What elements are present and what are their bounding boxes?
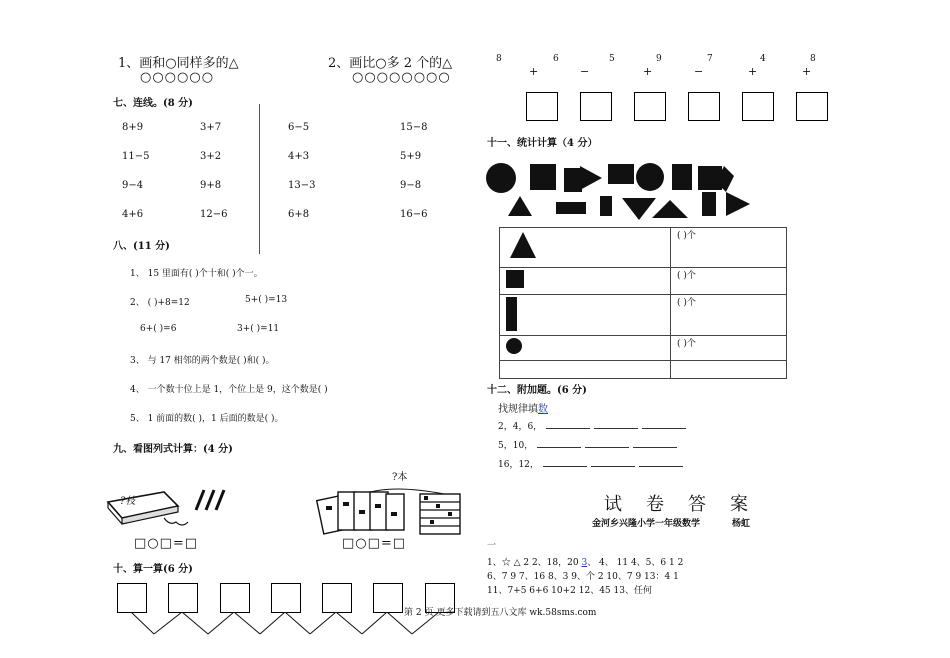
section12-prompt xyxy=(498,400,548,415)
match-expr: 8+9 xyxy=(122,122,144,133)
match-expr: 3+7 xyxy=(200,122,222,133)
chain-number: 9 xyxy=(656,54,662,64)
section8-title: 八、(11 分) xyxy=(113,241,170,252)
match-expr: 9+8 xyxy=(200,180,222,191)
shapes-collage xyxy=(484,160,754,222)
answer-blank[interactable] xyxy=(594,420,638,429)
sequence-row xyxy=(498,438,677,451)
rectangle-icon xyxy=(506,297,517,331)
chain-number: 7 xyxy=(707,54,713,64)
fill-in-question: 5、 1 前面的数( )，1 后面的数是( )。 xyxy=(130,414,284,424)
result-box[interactable] xyxy=(688,92,720,121)
divider-line xyxy=(259,104,260,254)
fill-in-question: 3、 与 17 相邻的两个数是( )和( )。 xyxy=(130,356,275,366)
answer-blank[interactable] xyxy=(585,439,629,448)
chain-operator: + xyxy=(529,65,539,78)
answers-author: 杨虹 xyxy=(732,519,751,529)
chain-number: 8 xyxy=(810,54,816,64)
page-footer: 第 2 页-更多下载请到五八文库 wk.58sms.com xyxy=(404,608,597,618)
match-expr: 15−8 xyxy=(400,122,428,133)
match-expr: 13−3 xyxy=(288,180,316,191)
fill-in-question: 5+( )=13 xyxy=(245,295,288,305)
stats-shape-cell xyxy=(500,268,671,295)
sequence-start: 2，4，6， xyxy=(498,422,543,432)
prompt-text: 找规律填 xyxy=(498,404,538,415)
answers-marker: 一 xyxy=(487,541,497,551)
stats-count-cell[interactable] xyxy=(671,336,787,361)
stats-count-cell xyxy=(671,361,787,379)
answer-blank[interactable] xyxy=(591,458,635,467)
sequence-row xyxy=(498,457,683,470)
formula-boxes-1: □○□=□ xyxy=(134,536,199,551)
match-expr: 11−5 xyxy=(122,151,150,162)
answer-box[interactable] xyxy=(168,583,198,613)
chain-operator: − xyxy=(694,65,704,78)
answer-blank[interactable] xyxy=(537,439,581,448)
answer-box[interactable] xyxy=(117,583,147,613)
answer-text: 、 4、 11 4、5、6 1 2 xyxy=(587,558,684,568)
q1-label: 1、画和○同样多的△ xyxy=(118,56,239,71)
answer-text: 1、☆ △ 2 2、18，20 xyxy=(487,558,582,568)
fill-in-question: 2、 ( )+8=12 xyxy=(130,298,190,308)
answer-blank[interactable] xyxy=(642,420,686,429)
result-box[interactable] xyxy=(526,92,558,121)
result-box[interactable] xyxy=(796,92,828,121)
stats-shape-cell xyxy=(500,228,671,268)
sequence-start: 5，10， xyxy=(498,441,534,451)
match-expr: 4+3 xyxy=(288,151,310,162)
fill-in-question: 1、 15 里面有( )个十和( )个一。 xyxy=(130,269,263,279)
chain-operator: + xyxy=(748,65,758,78)
formula-boxes-2: □○□=□ xyxy=(342,536,407,551)
answers-line xyxy=(487,555,683,568)
stats-count-cell[interactable] xyxy=(671,268,787,295)
answer-blank[interactable] xyxy=(543,458,587,467)
answers-subtitle: 金河乡兴隆小学一年级数学 xyxy=(592,519,701,529)
chain-operator: − xyxy=(580,65,590,78)
circle-icon xyxy=(506,338,522,354)
q2-label: 2、画比○多 2 个的△ xyxy=(328,56,453,71)
result-box[interactable] xyxy=(634,92,666,121)
answer-blank[interactable] xyxy=(639,458,683,467)
triangle-icon xyxy=(508,230,538,260)
section10-title: 十、算一算(6 分) xyxy=(113,564,193,575)
count-blank: ( )个 xyxy=(677,271,696,281)
answer-blank[interactable] xyxy=(633,439,677,448)
match-expr: 5+9 xyxy=(400,151,422,162)
answers-title: 试卷答案 xyxy=(604,494,772,515)
match-expr: 16−6 xyxy=(400,209,428,220)
q1-circles: ○○○○○○ xyxy=(140,70,215,85)
match-expr: 6−5 xyxy=(288,122,310,133)
fill-in-question: 3+( )=11 xyxy=(237,324,280,334)
chain-operator: + xyxy=(802,65,812,78)
match-expr: 12−6 xyxy=(200,209,228,220)
answer-box[interactable] xyxy=(220,583,250,613)
sequence-start: 16，12， xyxy=(498,460,539,470)
books-picture xyxy=(312,480,470,540)
stats-table xyxy=(499,227,787,379)
section9-title: 九、看图列式计算：(4 分) xyxy=(113,444,233,455)
result-box[interactable] xyxy=(742,92,774,121)
answer-box[interactable] xyxy=(322,583,352,613)
answers-line: 6、7 9 7、16 8、3 9、个 2 10、7 9 13：4 1 xyxy=(487,572,679,582)
match-expr: 3+2 xyxy=(200,151,222,162)
sequence-row xyxy=(498,419,686,432)
q2-circles: ○○○○○○○○ xyxy=(352,70,451,85)
section12-title: 十二、附加题。(6 分) xyxy=(487,385,587,396)
stats-shape-cell xyxy=(500,336,671,361)
stats-shape-cell xyxy=(500,295,671,336)
count-blank: ( )个 xyxy=(677,298,696,308)
stats-count-cell[interactable] xyxy=(671,295,787,336)
chain-operator: + xyxy=(643,65,653,78)
match-expr: 4+6 xyxy=(122,209,144,220)
answer-blank[interactable] xyxy=(546,420,590,429)
fill-in-question: 4、 一个数十位上是 1，个位上是 9，这个数是( ) xyxy=(130,385,328,395)
pic2-label: ?本 xyxy=(392,472,408,483)
match-expr: 9−4 xyxy=(122,180,144,191)
count-blank: ( )个 xyxy=(677,231,696,241)
stats-shape-cell xyxy=(500,361,671,379)
answer-link[interactable]: 3 xyxy=(581,558,588,568)
chain-number: 6 xyxy=(553,54,559,64)
chain-number: 8 xyxy=(496,54,502,64)
match-expr: 6+8 xyxy=(288,209,310,220)
fill-in-question: 6+( )=6 xyxy=(140,324,177,334)
answers-line: 11、7+5 6+6 10+2 12、45 13、任何 xyxy=(487,586,652,596)
match-expr: 9−8 xyxy=(400,180,422,191)
chain-number: 4 xyxy=(760,54,766,64)
answer-box[interactable] xyxy=(271,583,301,613)
prompt-link[interactable]: 数 xyxy=(538,404,548,415)
section11-title: 十一、统计计算（4 分） xyxy=(487,138,598,149)
pic1-label: ?枝 xyxy=(120,496,136,507)
section7-title: 七、连线。(8 分) xyxy=(113,98,193,109)
stats-count-cell[interactable] xyxy=(671,228,787,268)
chain-number: 5 xyxy=(609,54,615,64)
answer-box[interactable] xyxy=(373,583,403,613)
square-icon xyxy=(506,270,524,288)
count-blank: ( )个 xyxy=(677,339,696,349)
result-box[interactable] xyxy=(580,92,612,121)
